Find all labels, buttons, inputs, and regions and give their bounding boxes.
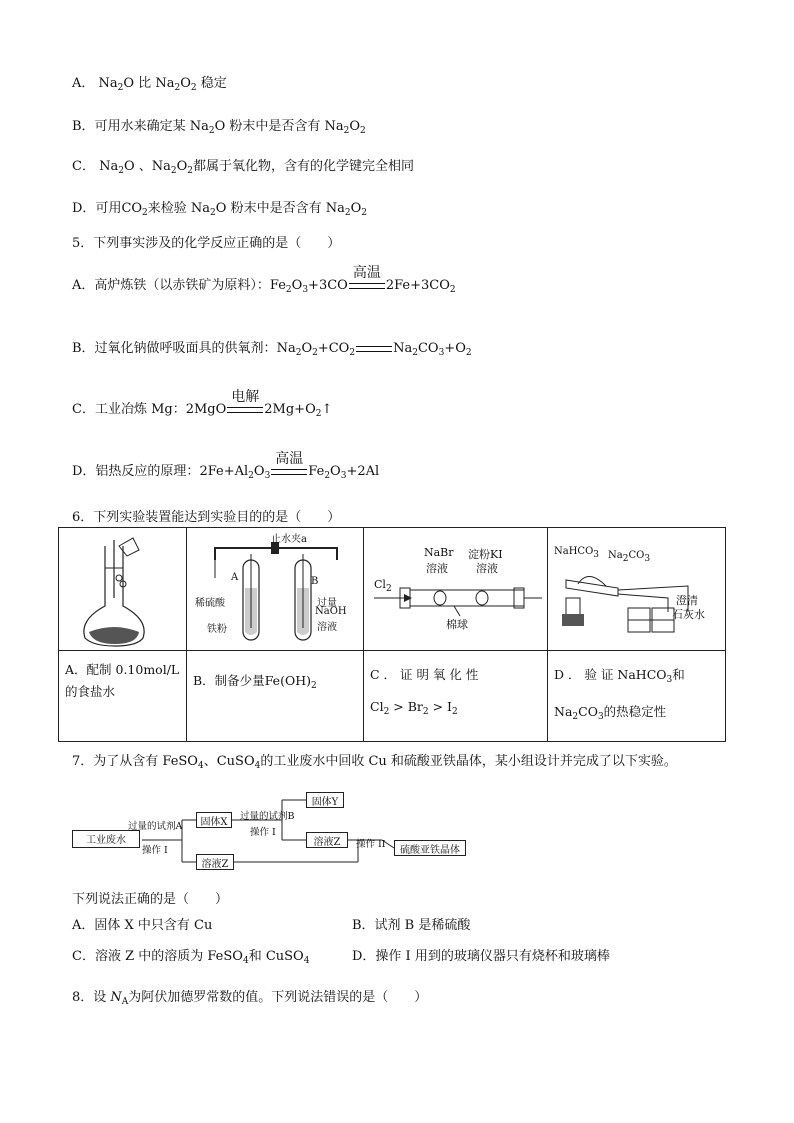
- solution-z-box-2: 溶液Z: [196, 854, 234, 870]
- question-6-stem: 6．下列实验装置能达到实验目的的是（ ）: [72, 510, 341, 525]
- waste-water-box: 工业废水: [72, 830, 140, 848]
- oxidation-tube-apparatus: $Cl_2$ NaBr 溶液 淀粉KI 溶液 棉球: [364, 528, 547, 650]
- question-7-stem: 7．为了从含有 FeSO$_4$、CuSO$_4$的工业废水中回收 Cu 和硫酸亚铁晶体，某小组设计并完成了以下实验。: [72, 754, 677, 771]
- question-8-stem: 8．设 $N_A$为阿伏加德罗常数的值。下列说法错误的是（ ）: [72, 990, 428, 1007]
- apparatus-table: [58, 527, 726, 742]
- option-6a: A．配制 0.10mol/L 的食盐水: [65, 662, 180, 699]
- condition-high-temp: 高温: [349, 278, 385, 289]
- option-5c: C．工业冶炼 Mg：2MgO 电解 $2Mg+O_2↑$: [72, 389, 333, 419]
- option-6c: C ． 证 明 氧 化 性 $Cl_2 > Br_2 > I_2$: [370, 667, 479, 717]
- product-box: 硫酸亚铁晶体: [394, 840, 466, 856]
- option-4c: C． $Na_2O$ 、$Na_2O_2$都属于氧化物，含有的化学键完全相同: [72, 159, 415, 176]
- solution-z-box: 溶液Z: [306, 832, 348, 848]
- option-7c: C．溶液 Z 中的溶质为 FeSO$_4$和 CuSO$_4$: [72, 949, 310, 966]
- question-5-stem: 5．下列事实涉及的化学反应正确的是（ ）: [72, 236, 341, 251]
- option-7a: A．固体 X 中只含有 Cu: [72, 918, 213, 933]
- option-7b: B．试剂 B 是稀硫酸: [352, 918, 471, 933]
- condition-high-temp-2: 高温: [271, 464, 307, 475]
- question-7-ask: 下列说法正确的是（ ）: [72, 892, 229, 907]
- option-6d: D ． 验 证 NaHCO$_3$和 $Na_2CO_3$的热稳定性: [554, 667, 685, 722]
- condition-electrolysis: 电解: [227, 402, 263, 413]
- thermal-stability-apparatus: NaHCO$_3$ $Na_2CO_3$ 澄清 石灰水: [548, 528, 725, 650]
- option-5a: A．高炉炼铁（以赤铁矿为原料）：$Fe_2O_3+3CO$ 高温 $2Fe+3CO_2$: [72, 265, 456, 295]
- solid-y-box: 固体Y: [306, 792, 344, 808]
- solid-x-box: 固体X: [196, 812, 232, 828]
- ferrous-hydroxide-apparatus: 止水夹a A B 稀硫酸 铁粉 过量 NaOH 溶液: [187, 528, 363, 650]
- option-5b: B．过氧化钠做呼吸面具的供氧剂：$Na_2O_2+CO_2$ $Na_2CO_3+O_2$: [72, 341, 472, 358]
- option-4b: B．可用水来确定某 $Na_2O$ 粉末中是否含有 $Na_2O_2$: [72, 119, 366, 136]
- option-4a: A． $Na_2O$ 比 $Na_2O_2$ 稳定: [72, 76, 227, 93]
- volumetric-flask-figure: [59, 528, 186, 650]
- option-6b: B．制备少量$Fe(OH)_2$: [193, 673, 317, 691]
- option-4d: D．可用$CO_2$来检验 $Na_2O$ 粉末中是否含有 $Na_2O_2$: [72, 201, 367, 218]
- option-5d: D．铝热反应的原理：$2Fe+Al_2O_3$ 高温 $Fe_2O_3+2Al$: [72, 451, 380, 481]
- option-7d: D．操作 I 用到的玻璃仪器只有烧杯和玻璃棒: [352, 949, 610, 964]
